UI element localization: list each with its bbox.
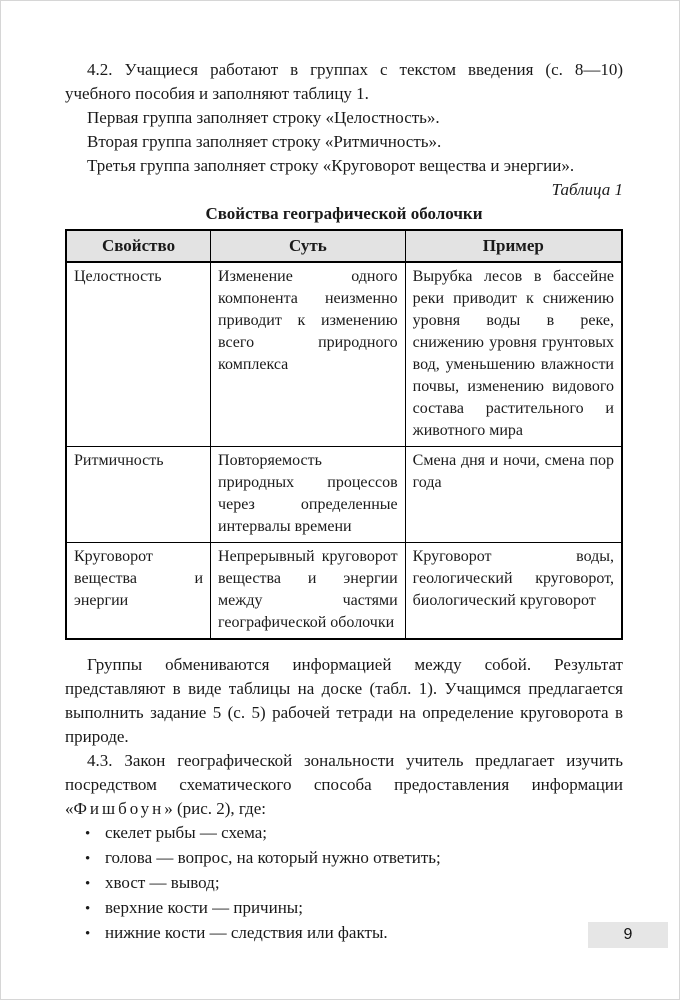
list-item [65, 871, 623, 896]
table-header-row [66, 230, 622, 262]
list-item [65, 821, 623, 846]
property-cell: Целостность [66, 262, 211, 447]
paragraph-group-3: Третья группа заполняет строку «Круговорот вещества и энергии». [87, 156, 575, 175]
bullet-icon: • [85, 901, 91, 917]
list-item-text: хвост — вывод; [105, 873, 220, 892]
list-item [65, 846, 623, 871]
example-cell: Круговорот воды, геологический круговорот, биологический круговорот [405, 543, 622, 640]
paragraph-4-2: 4.2. Учащиеся работают в группах с текстом введения (с. 8—10) учебного пособия и заполняют таблицу 1. [65, 60, 623, 103]
header-cell-example: Пример [405, 230, 622, 262]
properties-table [65, 229, 623, 640]
page-number-badge: 9 [588, 922, 668, 948]
paragraph-groups-exchange: Группы обмениваются информацией между собой. Результат представляют в виде таблицы на доске (табл. 1). Учащимся предлагается выполнить задание 5 (с. 5) рабочей тетради на определение круговорота в природе. [65, 655, 623, 746]
table-row [66, 447, 622, 543]
bullet-icon: • [85, 826, 91, 842]
property-cell: Круговорот вещества и энергии [66, 543, 211, 640]
bullet-icon: • [85, 851, 91, 867]
list-item-text: голова — вопрос, на который нужно ответить; [105, 848, 441, 867]
spaced-term: Фишбоун [73, 799, 165, 818]
table-row [66, 262, 622, 447]
essence-cell: Повторяемость природных процессов через определенные интервалы времени [211, 447, 406, 543]
list-item [65, 921, 623, 946]
paragraph-group-2: Вторая группа заполняет строку «Ритмичность». [87, 132, 442, 151]
header-cell-property: Свойство [66, 230, 211, 262]
example-cell: Смена дня и ночи, смена пор года [405, 447, 622, 543]
list-item-text: скелет рыбы — схема; [105, 823, 267, 842]
header-cell-essence: Суть [211, 230, 406, 262]
property-cell: Ритмичность [66, 447, 211, 543]
list-item-text: нижние кости — следствия или факты. [105, 923, 388, 942]
paragraph-4-3 [65, 749, 623, 821]
table-caption: Таблица 1 [551, 180, 623, 199]
table-row [66, 543, 622, 640]
bullet-list [65, 821, 623, 946]
example-cell: Вырубка лесов в бассейне реки приводит к снижению уровня воды в реке, снижению уровня грунтовых вод, уменьшению влажности почвы, изменению видового состава растительного и животного мира [405, 262, 622, 447]
paragraph-4-3-after: » (рис. 2), где: [164, 799, 266, 818]
list-item-text: верхние кости — причины; [105, 898, 303, 917]
paragraph-group-1: Первая группа заполняет строку «Целостность». [87, 108, 440, 127]
list-item [65, 896, 623, 921]
table-title: Свойства географической оболочки [205, 204, 483, 223]
bullet-icon: • [85, 876, 91, 892]
essence-cell: Изменение одного компонента неизменно приводит к изменению всего природного комплекса [211, 262, 406, 447]
essence-cell: Непрерывный круговорот вещества и энергии между частями географической оболочки [211, 543, 406, 640]
paragraph-4-3-before: 4.3. Закон географической зональности учитель предлагает изучить посредством схематического способа предоставления информации « [65, 751, 623, 818]
bullet-icon: • [85, 926, 91, 942]
